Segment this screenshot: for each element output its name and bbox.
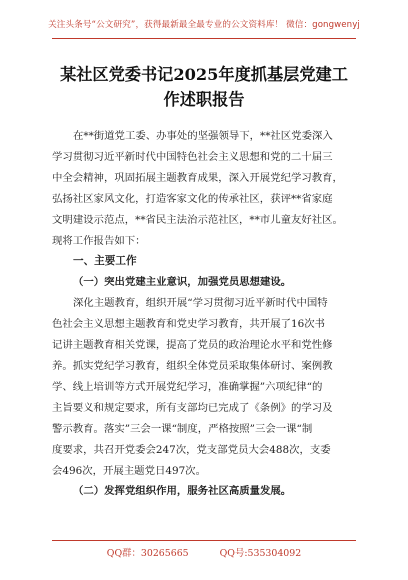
section1-paragraph	[52, 293, 358, 481]
intro-paragraph	[52, 126, 358, 251]
intro-line: 弘扬社区家风文化，打造客家文化的传承社区，获评**省家庭	[52, 192, 333, 205]
document-body	[52, 126, 358, 502]
footer-qq-group: QQ群：30265665	[106, 548, 189, 559]
para-line: 会496次，开展主题党日497次。	[52, 464, 206, 477]
para-line: 深化主题教育，组织开展“学习贯彻习近平新时代中国特	[73, 297, 328, 310]
para-line: 度要求，共召开党委会247次，党支部党员大会488次，支委	[52, 443, 331, 456]
header-divider	[52, 38, 356, 39]
para-line: 主旨要义和规定要求，所有支部均已完成了《条例》的学习及	[52, 401, 333, 414]
subsection-heading-1: （一）突出党建主业意识，加强党员思想建设。	[73, 276, 292, 289]
para-line: 色社会主义思想主题教育和党史学习教育，共开展了16次书	[52, 318, 325, 331]
title-line-2: 作述职报告	[163, 90, 245, 109]
document-title	[40, 62, 368, 112]
intro-line: 学习贯彻习近平新时代中国特色社会主义思想和党的二十届三	[52, 150, 333, 163]
section-heading-1: 一、主要工作	[73, 255, 137, 268]
para-line: 警示教育。落实”三会一课“制度，严格按照”三会一课“制	[52, 422, 313, 435]
subsection-heading-2: （二）发挥党组织作用，服务社区高质量发展。	[73, 485, 292, 498]
intro-line: 中全会精神，巩固拓展主题教育成果，深入开展党纪学习教育，	[52, 171, 343, 184]
intro-line: 在**街道党工委、办事处的坚强领导下，**社区党委深入	[73, 130, 333, 142]
footer-qq-number: QQ号:535304092	[219, 548, 302, 559]
footer-divider	[52, 540, 356, 541]
intro-line: 文明建设示范点，**省民主法治示范社区，**市儿童友好社区。	[52, 213, 343, 226]
footer	[0, 545, 408, 559]
para-line: 记讲主题教育相关党课，提高了党员的政治理论水平和党性修	[52, 339, 333, 352]
para-line: 学、线上培训等方式开展党纪学习，准确掌握”六项纪律“的	[52, 380, 323, 393]
title-line-1: 某社区党委书记2025年度抓基层党建工	[60, 65, 348, 84]
para-line: 养。抓实党纪学习教育，组织全体党员采取集体研讨、案例教	[52, 359, 333, 372]
intro-line: 现将工作报告如下：	[52, 234, 146, 247]
header-banner: 关注头条号“公文研究”，获得最新最全最专业的公文资料库！ 微信：gongwenyj	[48, 20, 360, 30]
